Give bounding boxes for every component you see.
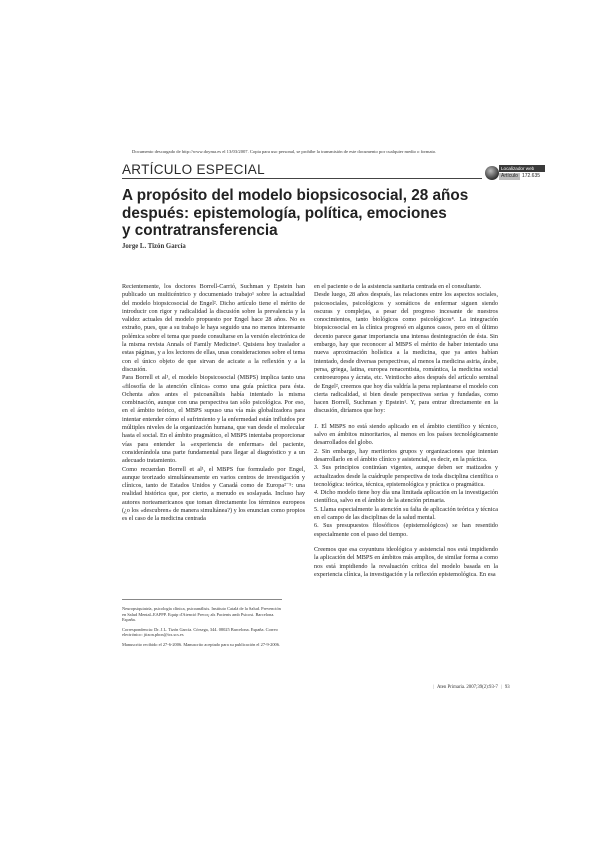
list-text: El MBPS no está siendo aplicado en el ámbito científico y técnico, salvo en ámbitos minoritarios, al menos en los países tecnológicamente desarrollados del globo. [314,422,498,447]
paragraph: Para Borrell et al¹, el modelo biopsicosocial (MBPS) implica tanto una «filosofía de la atención clínica» como una guía práctica para ésta. Ochenta años antes el psicoanálisis había intentado la misma combinación, aunque con una perspectiva tan sólo psicológica. Por eso, en el ámbito teórico, el MBPS supuso una vía más globalizadora para intentar entender cómo el sufrimiento y la enfermedad están influidos por múltiples niveles de la organización humana, que van desde el molecular hasta el social. En el ámbito pragmático, el MBPS intentaba proporcionar vías para entender la «experiencia de enfermar» del paciente, considerándola una parte fundamental para llegar al diagnóstico y a un adecuado tratamiento. [122,374,305,465]
globe-icon [485,166,499,180]
list-item [314,506,498,523]
correspondence: Correspondencia: Dr. J.L. Tizón García. Còrsega, 344. 08025 Barcelona. España. Correo electrónico: jtizon.pbcn@ics.scs.es [122,626,278,638]
right-column [314,283,498,579]
list-item [314,464,498,489]
badge-label: Localizador web [499,165,545,172]
section-label: ARTÍCULO ESPECIAL [122,162,265,177]
paragraph: Desde luego, 28 años después, las relaciones entre los aspectos sociales, psicosociales, psicológicos y somáticos de enfermar siguen siendo oscuras y complejas, a pesar del progreso incesante de nuestros conocimientos, tanto biológicos como psicológicos⁴. La integración biopsicosocial en la clínica progresó en algunos casos, pero en el último decenio parece ganar importancia una intensa desintegración de ésta. Sin embargo, hay que reconocer al MBPS el mérito de haber intentado una nueva aproximación holística a la medicina, que ya antes habían intentado, desde diversas perspectivas, al menos la medicina asiria, árabe, persa, griega, latina, europea renacentista, romántica, la medicina social centroeuropea y ácrata, etc. Veintiocho años después del artículo seminal de Engel², creemos que hoy día valdría la pena replantearse el modelo con cierta radicalidad, si bien desde perspectivas serias y fundadas, como hacen Borrell, Suchman y Epstein¹. Y, para entrar directamente en la discusión, diríamos que hoy: [314,291,498,415]
list-text: Sus principios continúan vigentes, aunque deben ser matizados y actualizados desde la cuádruple perspectiva de toda disciplina científica o tecnológica: teórica, técnica, epistemológica y práctica o pragmática. [314,464,498,488]
list-item [314,489,498,506]
title-line: A propósito del modelo biopsicosocial, 28 años [122,187,469,204]
list-text: Llama especialmente la atención su falta de aplicación teórica y técnica en el campo de las disciplinas de la salud mental. [314,505,498,522]
left-column [122,283,305,524]
paragraph: Creemos que esa coyuntura ideológica y asistencial nos está impidiendo la aplicación del MBPS en ámbitos más amplios, de similar forma a como nos está impidiendo la revaluación crítica del modelo basada en la experiencia clínica, la investigación y la reflexión epistemológica. En esa [314,545,498,578]
page-footer: | Aten Primaria. 2007;39(2):93-7 | 93 [433,685,510,690]
author-name: Jorge L. Tizón García [122,243,186,250]
list-number: 2. [314,447,319,455]
list-number: 1. [314,422,319,430]
list-number: 5. [314,505,319,513]
affiliation-footnote [122,599,282,652]
list-text: Sus presupuestos filosóficos (epistemológicos) se han resentido especialmente con el paso del tiempo. [314,522,498,538]
paragraph: Recientemente, los doctores Borrell-Carrió, Suchman y Epstein han publicado un multicéntrico y documentado trabajo¹ sobre la actualidad del modelo biopsicosocial de Engel². Dicho artículo tiene el mérito de introducir con rigor y radicalidad la discusión sobre la prevalencia y la validez actuales del modelo propuesto por Engel hace 28 años. No es extraño, pues, que a su trabajo le haya seguido una no menos interesante polémica sobre el tema que puede consultarse en la versión electrónica de la misma revista Annals of Family Medicine³. Quisiera hoy traslador a estas páginas, y a los lectores de ellas, unas consideraciones sobre el tema con el único objeto de que sirvan de acicate a la reflexión y a la discusión. [122,283,305,373]
list-item [314,522,498,539]
list-number: 6. [314,522,319,530]
list-item [314,448,498,465]
list-number: 3. [314,464,319,472]
title-line: y contratransferencia [122,222,278,240]
badge-code: 172.635 [521,173,541,179]
list-text: Sin embargo, hay meritorios grupos y organizaciones que intentan desarrollarlo en el ámbito clínico y asistencial, es decir, en la práctica. [314,447,499,463]
list-number: 4. [314,489,319,497]
journal-citation: Aten Primaria. 2007;39(2):93-7 [436,685,498,690]
badge-code-row [499,173,545,180]
title-line: después: epistemología, política, emociones [122,204,447,222]
web-locator-badge[interactable] [485,165,545,181]
paragraph: Como recuerdan Borrell et al¹, el MBPS fue formulado por Engel, aunque teorizado simultáneamente en varios centros de investigación y clínicos, tanto de Estados Unidos y Canadá como de Europa²⁻⁵: una realidad histórica que, por cierto, a menudo es soslayada. Incluso hay autores norteamericanos que toman directamente los términos europeos (¿o los «descubren» de manera simultánea?) y los enuncian como propios es el caso de la medicina centrada [122,465,305,523]
affiliation: Neuropsiquiatría, psicología clínica, psicoanálisis. Instituto Catalá de la Salud. Prevención en Salud Mental–EAPPP. Equip d'Atenció Precoç als Pacients amb Psicosi. Barcelona. España. [122,606,281,623]
article-title [122,187,469,240]
badge-kind: Artículo [501,173,518,179]
paragraph: en el paciente o de la asistencia sanitaria centrada en el consultante. [314,283,482,290]
list-text: Dicho modelo tiene hoy día una limitada aplicación en la investigación científica, salvo en el ámbito de la atención primaria. [314,489,498,505]
page-number: 93 [504,685,510,690]
list-item [314,423,498,448]
header-rule [122,178,482,179]
download-notice: Documento descargado de http://www.doyma.es el 13/03/2007. Copia para uso personal, se prohíbe la transmisión de este documento por cualquier medio o formato. [132,149,437,154]
manuscript-dates: Manuscrito recibido el 27-6-2006. Manuscrito aceptado para su publicación el 27-9-2006. [122,641,281,647]
